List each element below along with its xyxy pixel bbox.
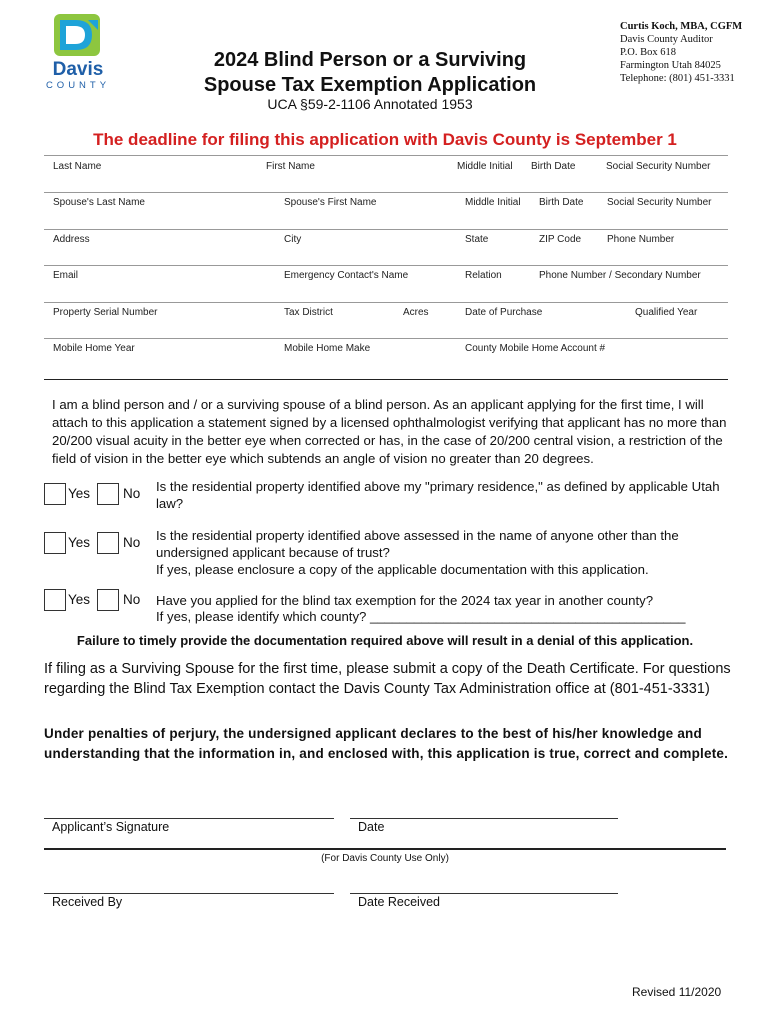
q1-yes-label: Yes: [68, 486, 91, 501]
q2-no-checkbox[interactable]: [97, 532, 119, 554]
field-mobile-home-year[interactable]: Mobile Home Year: [53, 343, 135, 354]
logo-icon: [52, 12, 102, 58]
field-spouse-birth-date[interactable]: Birth Date: [539, 197, 584, 208]
q3-no-checkbox[interactable]: [97, 589, 119, 611]
q1-no-label: No: [123, 486, 141, 501]
q2-text: Is the residential property identified above assessed in the name of anyone other than the undersigned applicant because of trust?: [156, 528, 679, 560]
date-received-label: Date Received: [358, 895, 440, 909]
field-spouse-ssn[interactable]: Social Security Number: [607, 197, 712, 208]
q3-no-label: No: [123, 592, 141, 607]
field-spouse-first-name[interactable]: Spouse's First Name: [284, 197, 377, 208]
field-email[interactable]: Email: [53, 270, 79, 281]
auditor-contact: [620, 20, 765, 85]
field-last-name[interactable]: Last Name: [53, 161, 102, 172]
date-line[interactable]: [350, 818, 618, 819]
field-date-of-purchase[interactable]: Date of Purchase: [465, 307, 543, 318]
field-mobile-home-account[interactable]: County Mobile Home Account #: [465, 343, 606, 354]
field-tax-district[interactable]: Tax District: [284, 307, 333, 318]
logo-subtitle: COUNTY: [45, 80, 111, 91]
field-ssn[interactable]: Social Security Number: [606, 161, 711, 172]
office-use-label: (For Davis County Use Only): [321, 853, 449, 864]
field-spouse-middle-initial[interactable]: Middle Initial: [465, 197, 521, 208]
deadline-notice: The deadline for filing this application with Davis County is September 1: [93, 130, 677, 149]
q1-yes-checkbox[interactable]: [44, 483, 66, 505]
field-middle-initial[interactable]: Middle Initial: [457, 161, 513, 172]
field-emergency-contact[interactable]: Emergency Contact's Name: [284, 270, 409, 281]
auditor-phone: Telephone: (801) 451-3331: [620, 73, 735, 84]
q1-text: Is the residential property identified above my "primary residence," as defined by applicable Utah law?: [156, 479, 720, 511]
applicant-signature-label: Applicant’s Signature: [52, 820, 170, 834]
eligibility-statement: I am a blind person and / or a surviving spouse of a blind person. As an applicant applying for the first time, I will attach to this application a statement signed by a licensed ophthalmologist verifying that applicant has no more than 20/200 visual acuity in the better eye when corrected or has, in the case of 20/200 central vision, a restriction of the field of vision in the better eye which subtends an angle of vision no greater than 20 degrees.: [52, 397, 727, 466]
field-zip[interactable]: ZIP Code: [539, 234, 582, 245]
q1-no-checkbox[interactable]: [97, 483, 119, 505]
q2-no-label: No: [123, 535, 141, 550]
davis-county-logo: [52, 12, 102, 58]
office-use-divider: [44, 848, 726, 850]
auditor-box: P.O. Box 618: [620, 47, 677, 58]
q3-text: Have you applied for the blind tax exemption for the 2024 tax year in another county?: [156, 593, 654, 608]
field-secondary-phone[interactable]: Phone Number / Secondary Number: [539, 270, 701, 281]
surviving-spouse-note: If filing as a Surviving Spouse for the first time, please submit a copy of the Death Certificate. For questions regarding the Blind Tax Exemption contact the Davis County Tax Administration office at (801-451-3331): [44, 661, 731, 697]
q3-yes-checkbox[interactable]: [44, 589, 66, 611]
applicant-info-grid: [44, 155, 728, 380]
logo-wordmark: Davis: [52, 59, 104, 80]
date-label: Date: [358, 820, 385, 834]
q3-followup[interactable]: If yes, please identify which county? ___________________________________________: [156, 609, 686, 624]
auditor-name: Curtis Koch, MBA, CGFM: [620, 21, 743, 32]
field-mobile-home-make[interactable]: Mobile Home Make: [284, 343, 371, 354]
received-by-line[interactable]: [44, 893, 334, 894]
applicant-signature-line[interactable]: [44, 818, 334, 819]
field-address[interactable]: Address: [53, 234, 90, 245]
perjury-declaration: Under penalties of perjury, the undersigned applicant declares to the best of his/her knowledge and understanding that the information in, and enclosed with, this application is true, correct and complete.: [44, 726, 729, 761]
failure-warning: Failure to timely provide the documentation required above will result in a denial of this application.: [76, 633, 694, 648]
q3-yes-label: Yes: [68, 592, 91, 607]
title-line-2: Spouse Tax Exemption Application: [203, 74, 537, 96]
q2-followup: If yes, please enclosure a copy of the applicable documentation with this application.: [156, 562, 649, 577]
auditor-city: Farmington Utah 84025: [620, 60, 721, 71]
q2-yes-label: Yes: [68, 535, 91, 550]
statute-reference: UCA §59-2-1106 Annotated 1953: [267, 96, 473, 112]
field-relation[interactable]: Relation: [465, 270, 502, 281]
page-title: [180, 48, 560, 98]
title-line-1: 2024 Blind Person or a Surviving: [213, 49, 527, 71]
field-state[interactable]: State: [465, 234, 489, 245]
q2-yes-checkbox[interactable]: [44, 532, 66, 554]
field-acres[interactable]: Acres: [403, 307, 429, 318]
revision-date: Revised 11/2020: [632, 985, 722, 999]
field-property-serial[interactable]: Property Serial Number: [53, 307, 158, 318]
field-qualified-year[interactable]: Qualified Year: [635, 307, 698, 318]
field-phone[interactable]: Phone Number: [607, 234, 675, 245]
field-birth-date[interactable]: Birth Date: [531, 161, 576, 172]
auditor-title: Davis County Auditor: [620, 34, 713, 45]
field-first-name[interactable]: First Name: [266, 161, 315, 172]
received-by-label: Received By: [52, 895, 123, 909]
field-spouse-last-name[interactable]: Spouse's Last Name: [53, 197, 145, 208]
field-city[interactable]: City: [284, 234, 302, 245]
date-received-line[interactable]: [350, 893, 618, 894]
